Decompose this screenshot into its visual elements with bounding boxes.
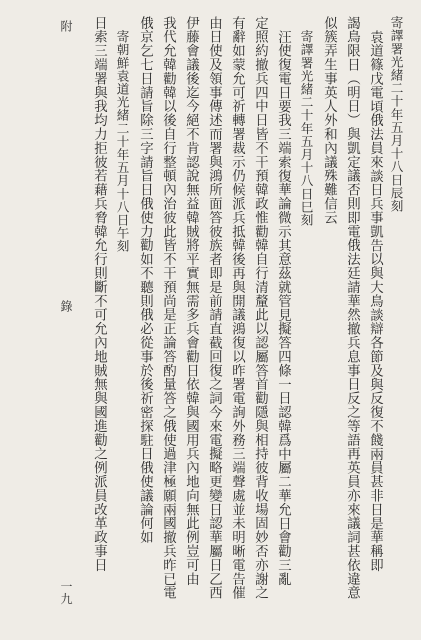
text-column: 我代允韓勸韓以後自行整頓內治彼此皆不干預尚是正論答酌量答之俄使過津極願兩國撤兵昨已電 <box>160 16 176 600</box>
text-column: 謁鳥限日（明日）與凱定議否則即電俄法廷請華然撤兵息事日反之等語再英員亦來議詞甚依違意 <box>344 16 360 600</box>
text-column: 有辭如蒙允可祈轉署裁示仍候派兵抵韓後再與開議鴻復以昨署電詢外務三端聲處並未明晰電告催 <box>229 16 245 600</box>
text-column: 由日使及領事傳述而署與鴻所面答彼族者即是前請直截回復之詞今來電擬略更變日認華屬日乙西 <box>206 16 222 600</box>
dispatch-heading: 寄朝鮮袁道光緒二十年五月十八日午刻 <box>114 30 130 253</box>
text-column: 日索三端署與我均力拒彼若藉兵脅韓允行則斷不可允內地賊無與國進勸之例派員改革政事日 <box>91 16 107 572</box>
text-column: 定照約撤兵四中日皆不干預韓政惟勸韓自行清釐此以認屬答首勸隱與相持彼背收場固妙否亦謝之 <box>252 16 268 600</box>
appendix-label-bottom: 錄 <box>59 300 73 313</box>
text-column: 伊藤會議後迄今絕不肯認說無益韓賊將平實無需多兵會勸日依韓與國用兵內地向無此例豈可由 <box>183 16 199 586</box>
text-column: 似簇弄生事英人外和內議殊難信云 <box>321 16 337 225</box>
text-column: 汪使復電日要我三端索復華論微示其意茲就管見擬答四條一日認韓爲中屬二華允日會勸三亂 <box>275 30 291 586</box>
dispatch-heading: 寄譯署光緒二十年五月十八日辰刻 <box>388 16 404 213</box>
page-number: 一九 <box>59 580 73 605</box>
dispatch-heading: 寄譯署光緒二十年五月十八日巳刻 <box>298 30 314 227</box>
text-column: 俄京乞七日請旨除三字請旨日俄使力勸如不聽則俄必從事於後祈密探駐日俄使議論何如 <box>137 16 153 545</box>
appendix-label-top: 附 <box>59 20 73 33</box>
text-column: 袁道篠戊電頃俄法員來談日兵事凱告以與大鳥談辯各節及與反復不餞兩員甚非日是華稱即 <box>367 30 383 573</box>
